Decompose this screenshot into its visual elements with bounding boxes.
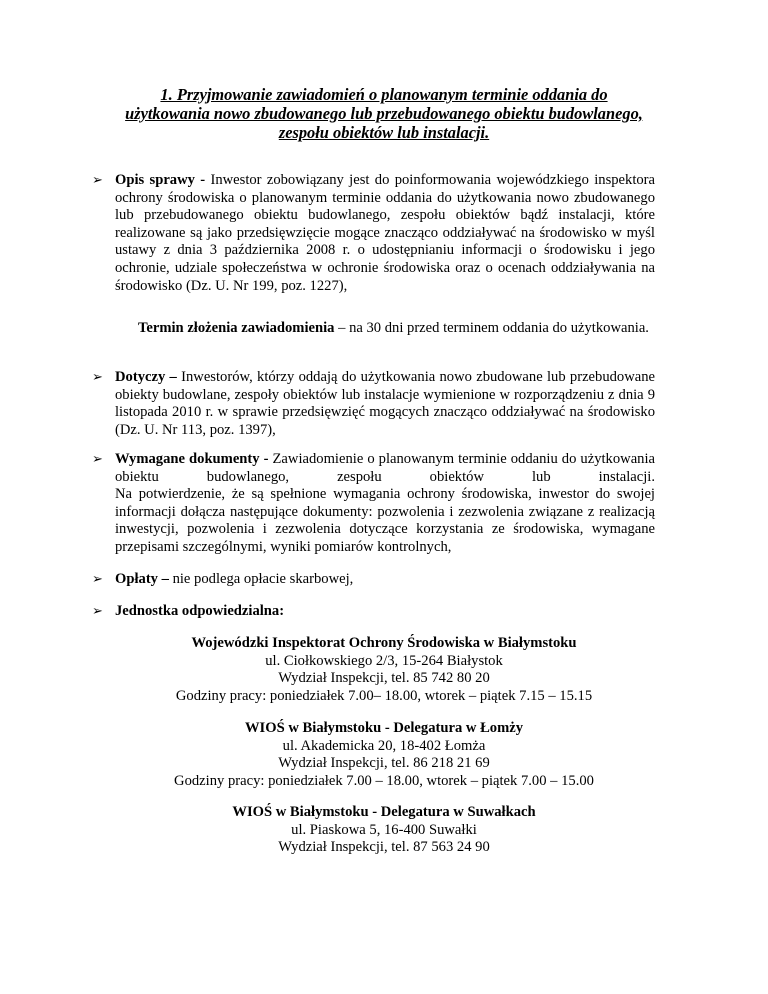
opis-label: Opis sprawy - [115,172,206,188]
document-title [60,86,708,142]
section-wymagane-dokumenty [92,451,655,557]
termin-text: – na 30 dni przed terminem oddania do użytkowania. [334,320,649,336]
section-oplaty [92,571,655,589]
section-dotyczy [92,369,655,439]
office-phone: Wydział Inspekcji, tel. 87 563 24 90 [278,839,490,856]
title-line-1: 1. Przyjmowanie zawiadomień o planowanym terminie oddania do [160,85,608,104]
office-address: ul. Akademicka 20, 18-402 Łomża [282,737,486,754]
office-suwalki [100,804,668,857]
arrow-bullet-icon: ➢ [92,452,103,467]
title-line-2: użytkowania nowo zbudowanego lub przebudowanego obiektu budowlanego, [125,103,643,123]
office-bialystok [100,635,668,705]
wymagane-text-1: Zawiadomienie o planowanym terminie oddaniu do użytkowania obiektu budowlanego, zespołu obiektów lub instalacji. [115,451,655,485]
section-termin [138,320,656,338]
oplaty-text: nie podlega opłacie skarbowej, [168,571,354,587]
dotyczy-text: Inwestorów, którzy oddają do użytkowania nowo zbudowane lub przebudowane obiekty budowlane, zespoły obiektów lub instalacje wymienione w rozporządzeniu z dnia 9 listopada 2010 r. w sprawie przedsięwzięć mogących znacząco oddziaływać na środowisko (Dz. U. Nr 113, poz. 1397), [115,369,655,438]
office-lomza [100,720,668,790]
section-opis-sprawy [92,172,656,295]
office-address: ul. Piaskowa 5, 16-400 Suwałki [291,821,477,838]
office-phone: Wydział Inspekcji, tel. 85 742 80 20 [278,670,490,687]
wymagane-text-2: Na potwierdzenie, że są spełnione wymagania ochrony środowiska, inwestor do swojej informacji dołącza następujące dokumenty: pozwolenia i zezwolenia związane z realizacją inwestycji, pozwolenia i zezwolenia dotyczące korzystania ze środowiska, wymagane przepisami szczególnymi, wyniki pomiarów kontrolnych, [115,486,655,555]
office-name: Wojewódzki Inspektorat Ochrony Środowiska w Białymstoku [191,635,577,651]
section-jednostka [92,603,655,621]
termin-label: Termin złożenia zawiadomienia [138,320,335,336]
dotyczy-label: Dotyczy – [115,369,177,385]
wymagane-first-paragraph [115,451,655,486]
opis-text: Inwestor zobowiązany jest do poinformowania wojewódzkiego inspektora ochrony środowiska o planowanym terminie oddania do użytkowania nowo zbudowanego lub przebudowanego obiektu budowlanego, zespołu obiektów bądź instalacji, które realizowane są jako przedsięwzięcie mogące znacząco oddziaływać na środowisko w myśl ustawy z dnia 3 października 2008 r. o udostępnianiu informacji o środowisku i jego ochronie, udziale społeczeństwa w ochronie środowiska oraz o ocenach oddziaływania na środowisko (Dz. U. Nr 199, poz. 1227), [115,172,656,294]
office-hours: Godziny pracy: poniedziałek 7.00– 18.00, wtorek – piątek 7.15 – 15.15 [175,687,593,704]
title-line-3: zespołu obiektów lub instalacji. [278,122,490,142]
wymagane-label: Wymagane dokumenty - [115,451,269,467]
office-name: WIOŚ w Białymstoku - Delegatura w Łomży [244,720,524,736]
arrow-bullet-icon: ➢ [92,572,103,587]
arrow-bullet-icon: ➢ [92,370,103,385]
office-hours: Godziny pracy: poniedziałek 7.00 – 18.00, wtorek – piątek 7.00 – 15.00 [174,772,594,789]
office-name: WIOŚ w Białymstoku - Delegatura w Suwałkach [232,804,536,820]
oplaty-label: Opłaty – [115,571,169,587]
office-address: ul. Ciołkowskiego 2/3, 15-264 Białystok [265,652,503,669]
arrow-bullet-icon: ➢ [92,173,103,188]
arrow-bullet-icon: ➢ [92,604,103,619]
jednostka-label: Jednostka odpowiedzialna: [115,603,285,619]
office-phone: Wydział Inspekcji, tel. 86 218 21 69 [278,755,490,772]
